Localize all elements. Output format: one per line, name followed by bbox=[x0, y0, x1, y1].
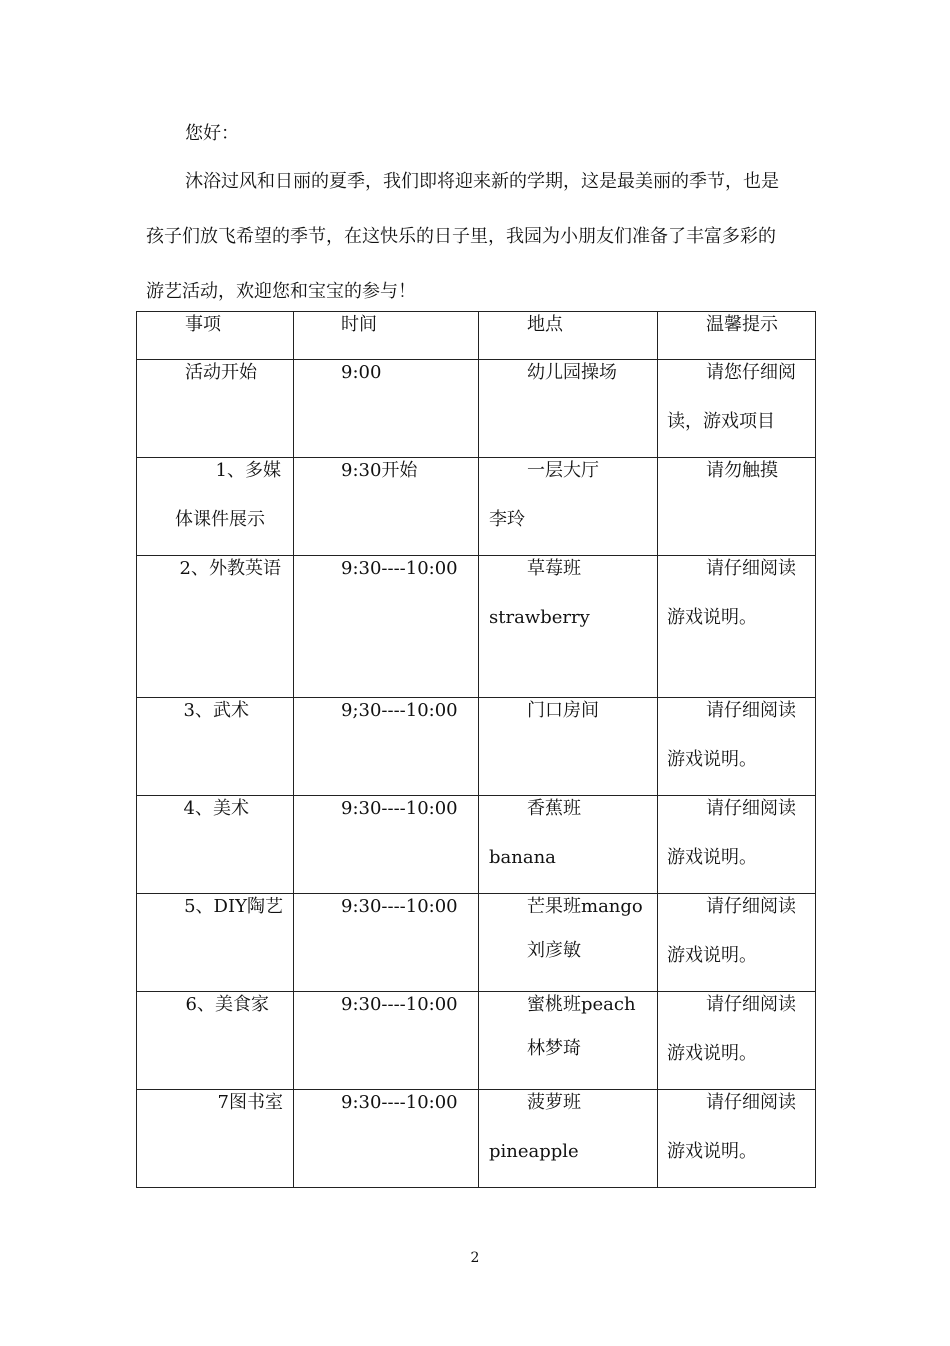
table-row bbox=[137, 992, 816, 1090]
table-row bbox=[137, 556, 816, 698]
row-place-line2: banana bbox=[489, 847, 556, 868]
row-time: 9:30----10:00 bbox=[341, 994, 458, 1015]
row-place: 香蕉班 bbox=[527, 798, 581, 819]
row-place: 芒果班mango bbox=[527, 896, 643, 917]
row-tip-line2: 游戏说明。 bbox=[667, 607, 757, 628]
table-row bbox=[137, 360, 816, 458]
header-place: 地点 bbox=[527, 314, 563, 335]
intro-line: 游艺活动，欢迎您和宝宝的参与！ bbox=[146, 281, 416, 302]
header-time: 时间 bbox=[341, 314, 377, 335]
row-time: 9;30----10:00 bbox=[341, 700, 458, 721]
row-time: 9:30----10:00 bbox=[341, 896, 458, 917]
row-tip-line2: 游戏说明。 bbox=[667, 945, 757, 966]
row-time: 9:30开始 bbox=[341, 460, 418, 481]
row-tip-line2: 游戏说明。 bbox=[667, 1141, 757, 1162]
row-place-line2: pineapple bbox=[489, 1141, 579, 1162]
row-tip-line2: 游戏说明。 bbox=[667, 749, 757, 770]
row-place-line2: 林梦琦 bbox=[527, 1038, 581, 1059]
intro-line: 孩子们放飞希望的季节，在这快乐的日子里，我园为小朋友们准备了丰富多彩的 bbox=[146, 226, 776, 247]
page-number: 2 bbox=[470, 1250, 480, 1266]
table-row bbox=[137, 796, 816, 894]
row-time: 9:30----10:00 bbox=[341, 798, 458, 819]
header-item: 事项 bbox=[185, 314, 221, 335]
intro-line: 沐浴过风和日丽的夏季，我们即将迎来新的学期，这是最美丽的季节，也是 bbox=[185, 171, 779, 192]
row-item: 5、DIY陶艺 bbox=[184, 896, 283, 917]
row-place: 菠萝班 bbox=[527, 1092, 581, 1113]
row-item: 7图书室 bbox=[217, 1092, 283, 1113]
row-time: 9:00 bbox=[341, 362, 382, 383]
row-item: 2、外教英语 bbox=[179, 558, 281, 579]
table-header-row bbox=[137, 312, 816, 360]
row-tip: 请仔细阅读 bbox=[706, 558, 796, 579]
row-item: 1、多媒 bbox=[215, 460, 281, 481]
row-place-line2: strawberry bbox=[489, 607, 590, 628]
row-place: 幼儿园操场 bbox=[527, 362, 617, 383]
row-tip: 请仔细阅读 bbox=[706, 700, 796, 721]
row-tip: 请仔细阅读 bbox=[706, 1092, 796, 1113]
row-item: 活动开始 bbox=[185, 362, 257, 383]
row-tip-line2: 游戏说明。 bbox=[667, 847, 757, 868]
row-time: 9:30----10:00 bbox=[341, 1092, 458, 1113]
row-time: 9:30----10:00 bbox=[341, 558, 458, 579]
table-row bbox=[137, 1090, 816, 1188]
row-tip: 请仔细阅读 bbox=[706, 798, 796, 819]
table-row bbox=[137, 458, 816, 556]
row-item-line2: 体课件展示 bbox=[175, 509, 265, 530]
row-tip: 请仔细阅读 bbox=[706, 896, 796, 917]
row-item: 6、美食家 bbox=[185, 994, 269, 1015]
schedule-table bbox=[136, 311, 816, 1188]
row-place-line2: 李玲 bbox=[489, 509, 525, 530]
header-tip: 温馨提示 bbox=[706, 314, 778, 335]
row-item: 3、武术 bbox=[183, 700, 249, 721]
greeting: 您好： bbox=[185, 123, 239, 144]
row-place: 门口房间 bbox=[527, 700, 599, 721]
table-row bbox=[137, 698, 816, 796]
row-place: 草莓班 bbox=[527, 558, 581, 579]
row-tip: 请您仔细阅 bbox=[706, 362, 796, 383]
row-place-line2: 刘彦敏 bbox=[527, 940, 581, 961]
row-tip: 请勿触摸 bbox=[706, 460, 778, 481]
row-tip: 请仔细阅读 bbox=[706, 994, 796, 1015]
row-tip-line2: 读，游戏项目 bbox=[667, 411, 775, 432]
row-place: 蜜桃班peach bbox=[527, 994, 636, 1015]
row-tip-line2: 游戏说明。 bbox=[667, 1043, 757, 1064]
row-place: 一层大厅 bbox=[527, 460, 599, 481]
row-item: 4、美术 bbox=[183, 798, 249, 819]
table-row bbox=[137, 894, 816, 992]
